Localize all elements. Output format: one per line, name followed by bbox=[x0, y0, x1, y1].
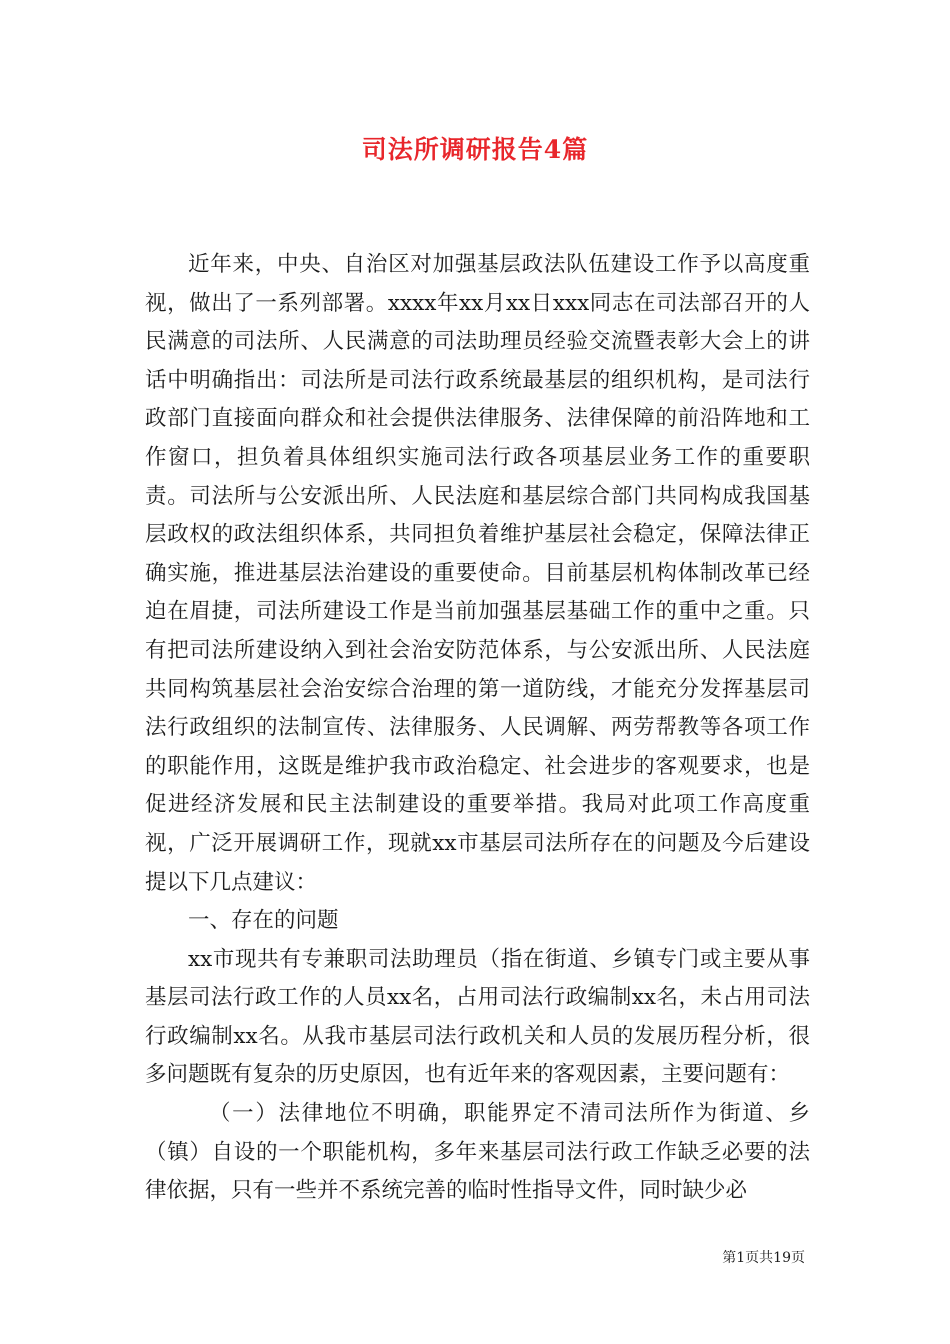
paragraph-staffing: xx市现共有专兼职司法助理员（指在街道、乡镇专门或主要从事基层司法行政工作的人员xx名，占用司法行政编制xx名，未占用司法行政编制xx名。从我市基层司法行政机关和人员的发展历程分析，很多问题既有复杂的历史原因，也有近年来的客观因素，主要问题有： bbox=[145, 946, 810, 1088]
page-number: 第1页共19页 bbox=[722, 1250, 805, 1266]
document-body bbox=[145, 246, 810, 1211]
paragraph-legal-status: （一）法律地位不明确，职能界定不清司法所作为街道、乡（镇）自设的一个职能机构，多年来基层司法行政工作缺乏必要的法律依据，只有一些并不系统完善的临时性指导文件，同时缺少必 bbox=[145, 1101, 810, 1204]
document-title: 司法所调研报告4篇 bbox=[361, 135, 589, 164]
section-heading-problems: 一、存在的问题 bbox=[188, 908, 339, 934]
paragraph-intro: 近年来，中央、自治区对加强基层政法队伍建设工作予以高度重视，做出了一系列部署。xxxx年xx月xx日xxx同志在司法部召开的人民满意的司法所、人民满意的司法助理员经验交流暨表彰大会上的讲话中明确指出：司法所是司法行政系统最基层的组织机构，是司法行政部门直接面向群众和社会提供法律服务、法律保障的前沿阵地和工作窗口，担负着具体组织实施司法行政各项基层业务工作的重要职责。司法所与公安派出所、人民法庭和基层综合部门共同构成我国基层政权的政法组织体系，共同担负着维护基层社会稳定，保障法律正确实施，推进基层法治建设的重要使命。目前基层机构体制改革已经迫在眉捷，司法所建设工作是当前加强基层基础工作的重中之重。只有把司法所建设纳入到社会治安防范体系，与公安派出所、人民法庭共同构筑基层社会治安综合治理的第一道防线，才能充分发挥基层司法行政组织的法制宣传、法律服务、人民调解、两劳帮教等各项工作的职能作用，这既是维护我市政治稳定、社会进步的客观要求，也是促进经济发展和民主法制建设的重要举措。我局对此项工作高度重视，广泛开展调研工作，现就xx市基层司法所存在的问题及今后建设提以下几点建议： bbox=[145, 252, 810, 895]
